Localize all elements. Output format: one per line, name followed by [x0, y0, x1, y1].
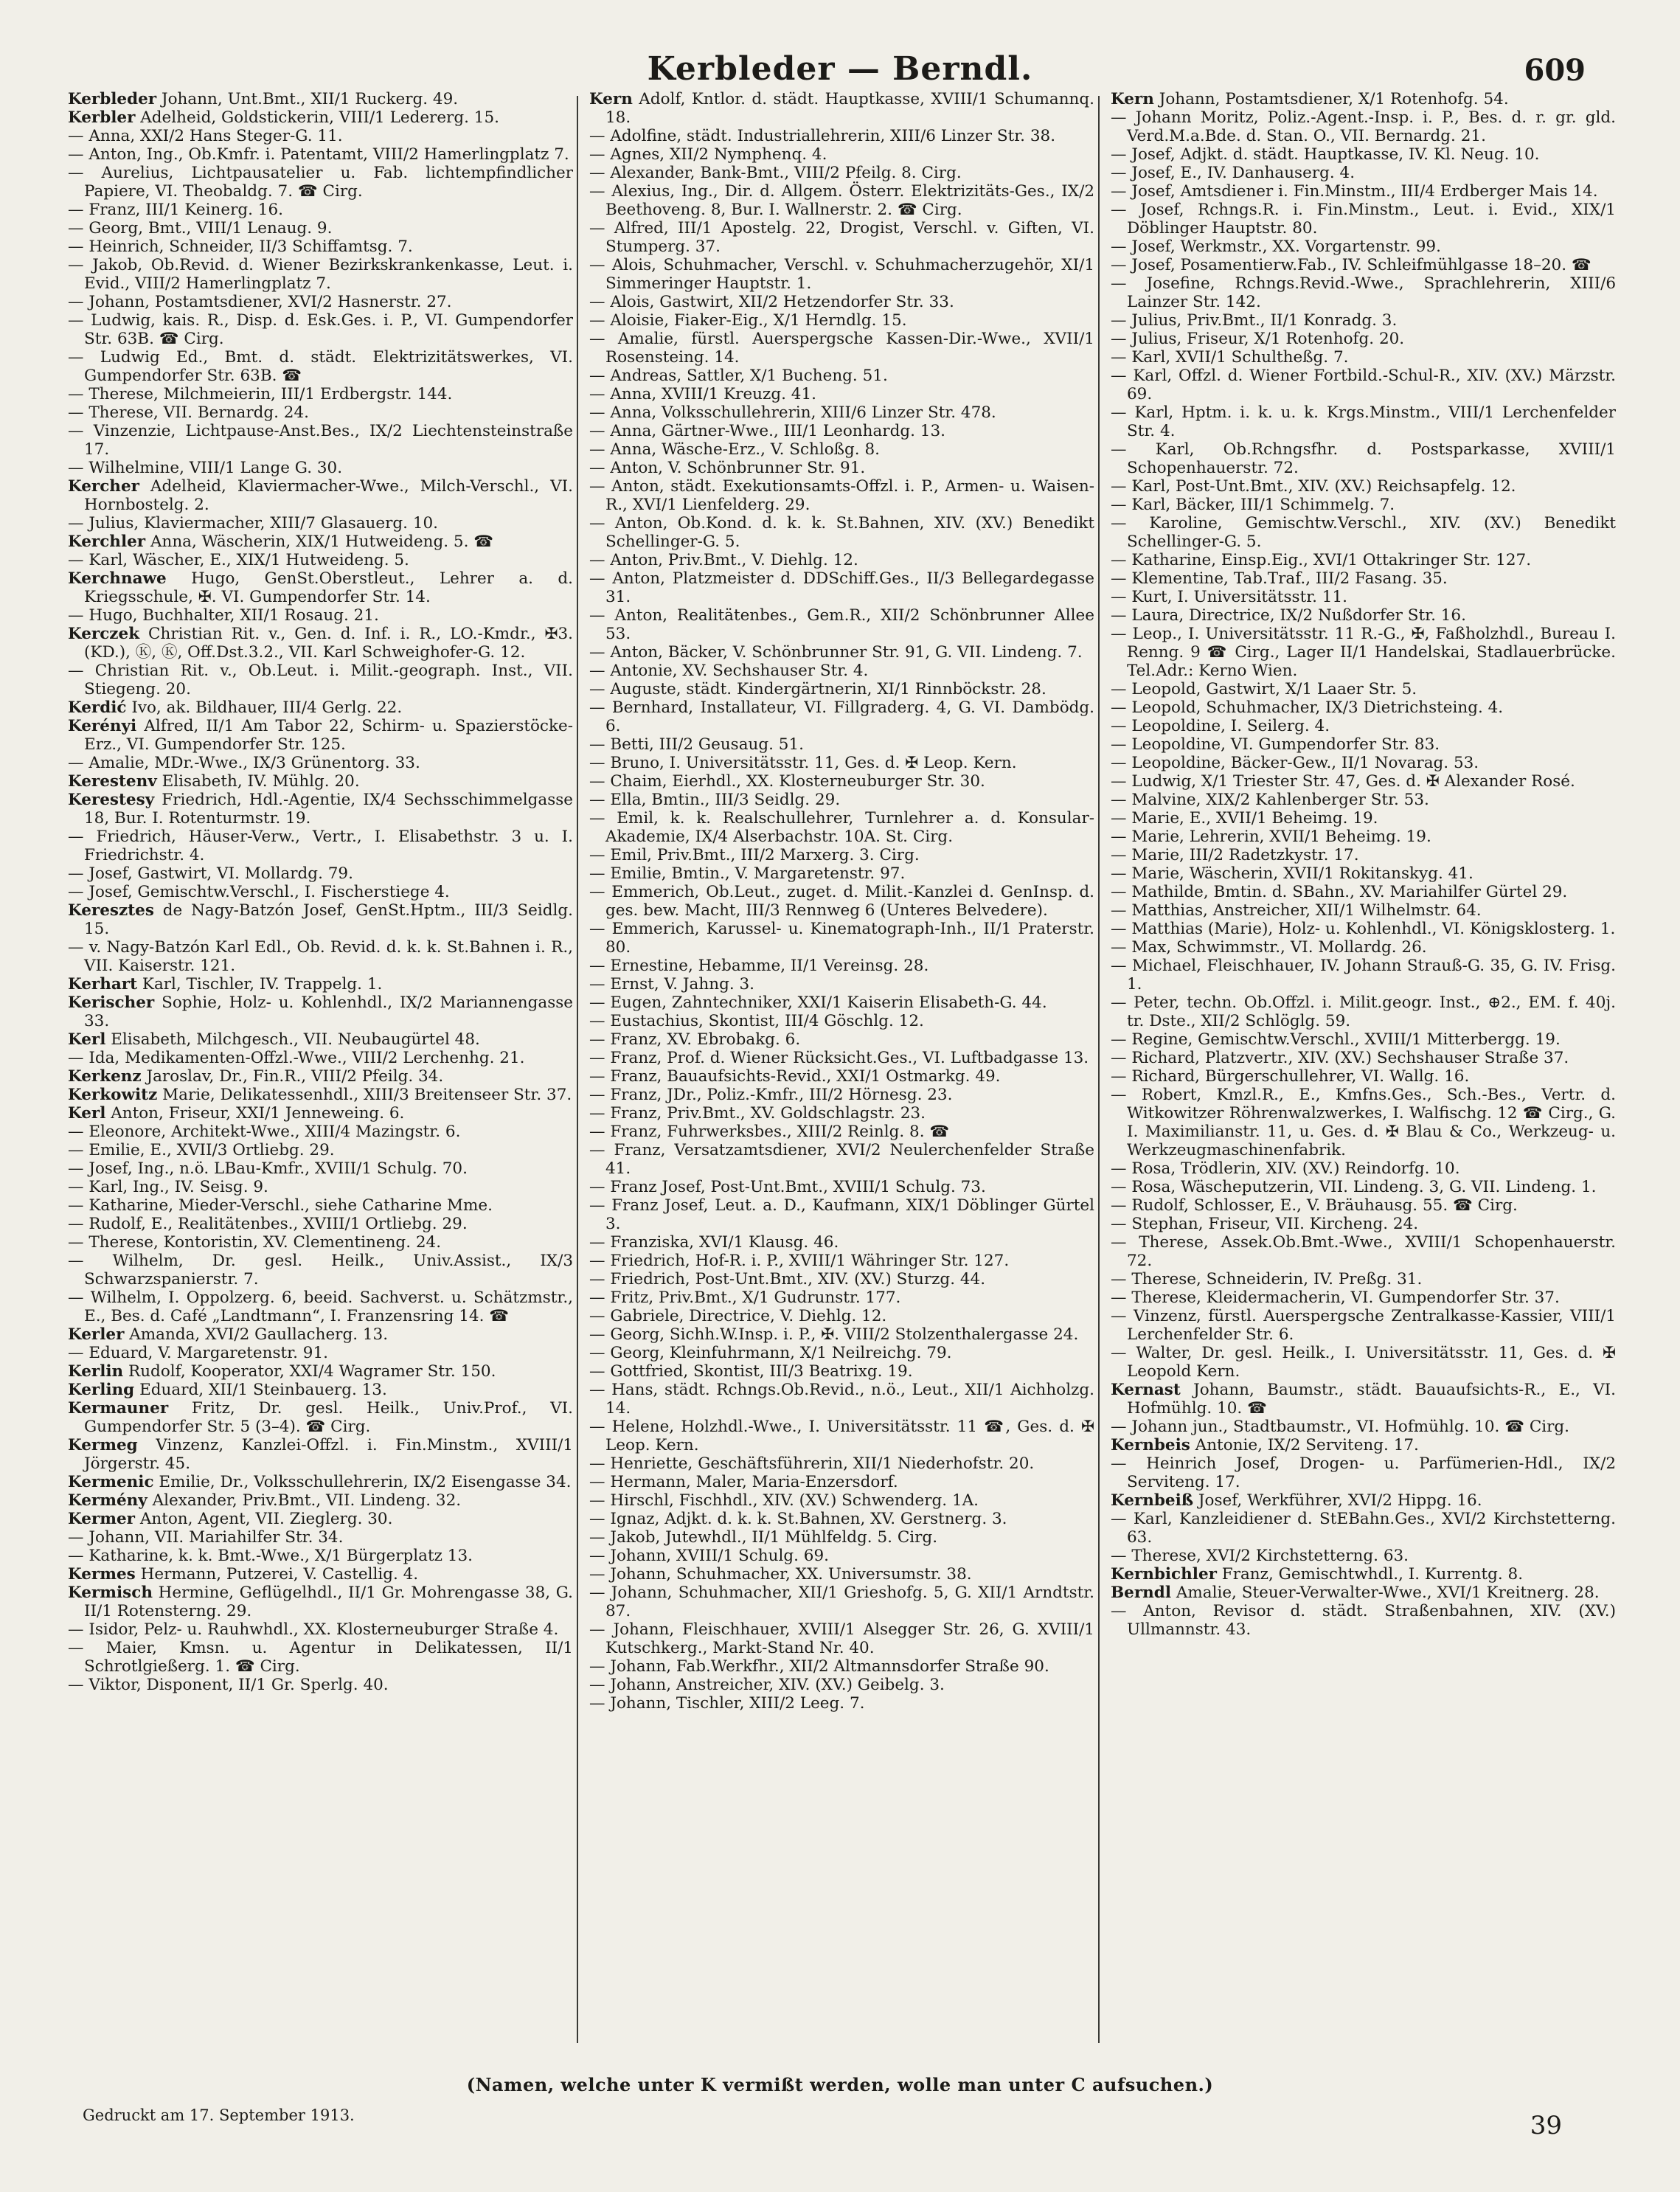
- directory-entry: — Franz, Prof. d. Wiener Rücksicht.Ges., VI. Luftbadgasse 13.: [589, 1049, 1089, 1067]
- directory-entry: Kernast Johann, Baumstr., städt. Bauaufsichts-R., E., VI. Hofmühlg. 10. ☎: [1111, 1381, 1616, 1418]
- directory-entry: — Ignaz, Adjkt. d. k. k. St.Bahnen, XV. Gerstnerg. 3.: [589, 1510, 1007, 1528]
- directory-entry: — Viktor, Disponent, II/1 Gr. Sperlg. 40.: [68, 1676, 389, 1694]
- surname-headword: Kerl: [68, 1030, 106, 1049]
- directory-entry: Kermeg Vinzenz, Kanzlei-Offzl. i. Fin.Minstm., XVIII/1 Jörgerstr. 45.: [68, 1436, 573, 1473]
- directory-entry: — Adolfine, städt. Industriallehrerin, XIII/6 Linzer Str. 38.: [589, 127, 1056, 145]
- directory-entry: — Maier, Kmsn. u. Agentur in Delikatessen, II/1 Schrotlgießerg. 1. ☎ Cirg.: [68, 1639, 573, 1676]
- surname-headword: Kern: [1111, 90, 1154, 108]
- directory-entry: — Auguste, städt. Kindergärtnerin, XI/1 Rinnböckstr. 28.: [589, 680, 1046, 698]
- directory-entry: — Johann, XVIII/1 Schulg. 69.: [589, 1547, 829, 1565]
- directory-entry: — Heinrich Josef, Drogen- u. Parfümerien-Hdl., IX/2 Serviteng. 17.: [1111, 1454, 1616, 1491]
- directory-entry: Kermer Anton, Agent, VII. Zieglerg. 30.: [68, 1510, 393, 1528]
- directory-entry: Kernbichler Franz, Gemischtwhdl., I. Kurrentg. 8.: [1111, 1565, 1524, 1584]
- page-title: Kerbleder — Berndl.: [647, 50, 1033, 88]
- directory-entry: — Josef, Rchngs.R. i. Fin.Minstm., Leut. i. Evid., XIX/1 Döblinger Hauptstr. 80.: [1111, 201, 1616, 237]
- directory-entry: Kerler Amanda, XVI/2 Gaullacherg. 13.: [68, 1325, 389, 1344]
- directory-entry: — Gottfried, Skontist, III/3 Beatrixg. 19.: [589, 1362, 913, 1381]
- directory-entry: — Robert, Kmzl.R., E., Kmfns.Ges., Sch.-Bes., Vertr. d. Witkowitzer Röhrenwalzwerkes, I. Walfischg. 12 ☎ Cirg., G. I. Maximilianstr. 11, u. Ges. d. ✠ Blau & Co., Werkzeug- u. Werkzeugmaschinenfabrik.: [1111, 1086, 1616, 1159]
- directory-entry: Kerestenv Elisabeth, IV. Mühlg. 20.: [68, 772, 360, 791]
- surname-headword: Kerchler: [68, 533, 146, 551]
- directory-entry: — Friedrich, Häuser-Verw., Vertr., I. Elisabethstr. 3 u. I. Friedrichstr. 4.: [68, 828, 573, 864]
- directory-entry: — Franz, XV. Ebrobakg. 6.: [589, 1030, 801, 1049]
- directory-entry: — Josef, E., IV. Danhauserg. 4.: [1111, 164, 1356, 182]
- directory-entry: Kerchler Anna, Wäscherin, XIX/1 Hutweideng. 5. ☎: [68, 533, 494, 551]
- directory-entry: — Emilie, E., XVII/3 Ortliebg. 29.: [68, 1141, 335, 1159]
- surname-headword: Kermes: [68, 1565, 136, 1584]
- directory-entry: — Andreas, Sattler, X/1 Bucheng. 51.: [589, 367, 888, 385]
- directory-entry: — Wilhelm, I. Oppolzerg. 6, beeid. Sachverst. u. Schätzmstr., E., Bes. d. Café „Landtmann“, I. Franzensring 14. ☎: [68, 1289, 573, 1325]
- directory-entry: — Marie, Lehrerin, XVII/1 Beheimg. 19.: [1111, 828, 1431, 846]
- surname-headword: Kernbeiß: [1111, 1491, 1194, 1510]
- surname-headword: Kerényi: [68, 717, 137, 735]
- directory-entry: — Leopold, Gastwirt, X/1 Laaer Str. 5.: [1111, 680, 1417, 698]
- directory-entry: — Friedrich, Hof-R. i. P., XVIII/1 Währinger Str. 127.: [589, 1252, 1010, 1270]
- surname-headword: Kermenic: [68, 1473, 154, 1491]
- directory-entry: — Franz, JDr., Poliz.-Kmfr., III/2 Hörnesg. 23.: [589, 1086, 953, 1104]
- directory-entry: — Karl, Ing., IV. Seisg. 9.: [68, 1178, 268, 1196]
- directory-entry: Kerl Elisabeth, Milchgesch., VII. Neubaugürtel 48.: [68, 1030, 480, 1049]
- directory-entry: Kernbeis Antonie, IX/2 Serviteng. 17.: [1111, 1436, 1419, 1454]
- directory-entry: — Johann, Schuhmacher, XII/1 Grieshofg. 5, G. XII/1 Arndtstr. 87.: [589, 1584, 1094, 1620]
- directory-entry: Kermes Hermann, Putzerei, V. Castellig. 4.: [68, 1565, 419, 1584]
- print-date: Gedruckt am 17. September 1913.: [83, 2106, 355, 2124]
- directory-entry: — Leop., I. Universitätsstr. 11 R.-G., ✠, Faßholzhdl., Bureau I. Renng. 9 ☎ Cirg., Lager II/1 Handelskai, Stadlauerbrücke. Tel.Adr.: Kerno Wien.: [1111, 625, 1616, 680]
- directory-entry: — Karl, XVII/1 Schultheßg. 7.: [1111, 348, 1349, 367]
- directory-entry: — Matthias, Anstreicher, XII/1 Wilhelmstr. 64.: [1111, 901, 1482, 920]
- directory-entry: — Leopoldine, Bäcker-Gew., II/1 Novarag. 53.: [1111, 754, 1479, 772]
- directory-entry: — Johann, Anstreicher, XIV. (XV.) Geibelg. 3.: [589, 1676, 945, 1694]
- directory-entry: — v. Nagy-Batzón Karl Edl., Ob. Revid. d. k. k. St.Bahnen i. R., VII. Kaiserstr. 121.: [68, 938, 573, 975]
- directory-entry: — Jakob, Ob.Revid. d. Wiener Bezirkskrankenkasse, Leut. i. Evid., VIII/2 Hamerlingplatz 7.: [68, 256, 573, 293]
- directory-entry: — Eduard, V. Margaretenstr. 91.: [68, 1344, 328, 1362]
- directory-entry: — Bernhard, Installateur, VI. Fillgraderg. 4, G. VI. Dambödg. 6.: [589, 698, 1094, 735]
- directory-entry: — Mathilde, Bmtin. d. SBahn., XV. Mariahilfer Gürtel 29.: [1111, 883, 1568, 901]
- directory-entry: Kermenic Emilie, Dr., Volksschullehrerin, IX/2 Eisengasse 34.: [68, 1473, 572, 1491]
- directory-entry: — Eugen, Zahntechniker, XXI/1 Kaiserin Elisabeth-G. 44.: [589, 993, 1047, 1012]
- directory-entry: — Johann, Postamtsdiener, XVI/2 Hasnerstr. 27.: [68, 293, 452, 311]
- directory-entry: — Vinzenz, fürstl. Auerspergsche Zentralkasse-Kassier, VIII/1 Lerchenfelder Str. 6.: [1111, 1307, 1616, 1344]
- directory-entry: Kermisch Hermine, Geflügelhdl., II/1 Gr. Mohrengasse 38, G. II/1 Rotensterng. 29.: [68, 1584, 573, 1620]
- sheet-number: 39: [1530, 2111, 1562, 2140]
- directory-entry: — Johann Moritz, Poliz.-Agent.-Insp. i. P., Bes. d. r. gr. gld. Verd.M.a.Bde. d. Stan. O., VII. Bernardg. 21.: [1111, 108, 1616, 145]
- surname-headword: Kerl: [68, 1104, 106, 1123]
- directory-entry: — Max, Schwimmstr., VI. Mollardg. 26.: [1111, 938, 1427, 957]
- directory-entry: — Therese, Assek.Ob.Bmt.-Wwe., XVIII/1 Schopenhauerstr. 72.: [1111, 1233, 1616, 1270]
- directory-entry: — Peter, techn. Ob.Offzl. i. Milit.geogr. Inst., ⊕2., EM. f. 40j. tr. Dste., XII/2 Schlöglg. 59.: [1111, 993, 1616, 1030]
- directory-entry: Kerczek Christian Rit. v., Gen. d. Inf. i. R., LO.-Kmdr., ✠3. (KD.), Ⓚ, Ⓚ, Off.Dst.3.2., VII. Karl Schweighofer-G. 12.: [68, 625, 573, 662]
- directory-entry: — Emil, Priv.Bmt., III/2 Marxerg. 3. Cirg.: [589, 846, 920, 864]
- directory-entry: — Therese, Schneiderin, IV. Preßg. 31.: [1111, 1270, 1423, 1289]
- directory-entry: — Karoline, Gemischtw.Verschl., XIV. (XV.) Benedikt Schellinger-G. 5.: [1111, 514, 1616, 551]
- directory-entry: — Karl, Bäcker, III/1 Schimmelg. 7.: [1111, 496, 1395, 514]
- directory-entry: — Therese, VII. Bernardg. 24.: [68, 403, 309, 422]
- directory-entry: Kerischer Sophie, Holz- u. Kohlenhdl., IX/2 Mariannengasse 33.: [68, 993, 573, 1030]
- surname-headword: Kerler: [68, 1325, 125, 1344]
- directory-entry: — Josef, Posamentierw.Fab., IV. Schleifmühlgasse 18–20. ☎: [1111, 256, 1592, 274]
- directory-entry: — Marie, Wäscherin, XVII/1 Rokitanskyg. 41.: [1111, 864, 1474, 883]
- directory-entry: — Anton, städt. Exekutionsamts-Offzl. i. P., Armen- u. Waisen-R., XVI/1 Lienfelderg. 29.: [589, 477, 1094, 514]
- directory-entry: — Johann, Fab.Werkfhr., XII/2 Altmannsdorfer Straße 90.: [589, 1657, 1049, 1676]
- directory-entry: — Alexander, Bank-Bmt., VIII/2 Pfeilg. 8. Cirg.: [589, 164, 962, 182]
- directory-entry: — Karl, Kanzleidiener d. StEBahn.Ges., XVI/2 Kirchstetterng. 63.: [1111, 1510, 1616, 1547]
- directory-entry: Kerkenz Jaroslav, Dr., Fin.R., VIII/2 Pfeilg. 34.: [68, 1067, 444, 1086]
- directory-entry: — Helene, Holzhdl.-Wwe., I. Universitätsstr. 11 ☎, Ges. d. ✠ Leop. Kern.: [589, 1418, 1094, 1454]
- directory-entry: — Hugo, Buchhalter, XII/1 Rosaug. 21.: [68, 606, 379, 625]
- directory-entry: Kerényi Alfred, II/1 Am Tabor 22, Schirm- u. Spazierstöcke-Erz., VI. Gumpendorfer Str. 125.: [68, 717, 573, 754]
- page-number: 609: [1524, 53, 1586, 88]
- directory-entry: — Ludwig, kais. R., Disp. d. Esk.Ges. i. P., VI. Gumpendorfer Str. 63B. ☎ Cirg.: [68, 311, 573, 348]
- directory-entry: — Julius, Friseur, X/1 Rotenhofg. 20.: [1111, 330, 1405, 348]
- directory-entry: Kernbeiß Josef, Werkführer, XVI/2 Hippg. 16.: [1111, 1491, 1482, 1510]
- directory-entry: — Vinzenzie, Lichtpause-Anst.Bes., IX/2 Liechtensteinstraße 17.: [68, 422, 573, 459]
- directory-entry: Kerlin Rudolf, Kooperator, XXI/4 Wagramer Str. 150.: [68, 1362, 496, 1381]
- directory-entry: — Franz, III/1 Keinerg. 16.: [68, 201, 283, 219]
- directory-entry: — Franziska, XVI/1 Klausg. 46.: [589, 1233, 839, 1252]
- directory-entry: Kercher Adelheid, Klaviermacher-Wwe., Milch-Verschl., VI. Hornbostelg. 2.: [68, 477, 573, 514]
- directory-entry: — Rosa, Wäscheputzerin, VII. Lindeng. 3, G. VII. Lindeng. 1.: [1111, 1178, 1597, 1196]
- directory-entry: Kern Johann, Postamtsdiener, X/1 Rotenhofg. 54.: [1111, 90, 1509, 108]
- directory-entry: — Laura, Directrice, IX/2 Nußdorfer Str. 16.: [1111, 606, 1466, 625]
- directory-entry: — Emmerich, Karussel- u. Kinematograph-Inh., II/1 Praterstr. 80.: [589, 920, 1094, 957]
- directory-entry: — Alois, Gastwirt, XII/2 Hetzendorfer Str. 33.: [589, 293, 954, 311]
- directory-entry: — Katharine, Mieder-Verschl., siehe Catharine Mme.: [68, 1196, 493, 1215]
- directory-entry: — Therese, Kontoristin, XV. Clementineng. 24.: [68, 1233, 442, 1252]
- directory-entry: — Rudolf, E., Realitätenbes., XVIII/1 Ortliebg. 29.: [68, 1215, 468, 1233]
- surname-headword: Kerlin: [68, 1362, 124, 1381]
- column-3: [1111, 90, 1616, 2052]
- directory-entry: — Ella, Bmtin., III/3 Seidlg. 29.: [589, 791, 841, 809]
- directory-entry: — Isidor, Pelz- u. Rauhwhdl., XX. Klosterneuburger Straße 4.: [68, 1620, 559, 1639]
- directory-entry: — Josef, Werkmstr., XX. Vorgartenstr. 99.: [1111, 237, 1441, 256]
- directory-entry: — Antonie, XV. Sechshauser Str. 4.: [589, 662, 869, 680]
- directory-entry: — Anna, XVIII/1 Kreuzg. 41.: [589, 385, 816, 403]
- directory-entry: — Gabriele, Directrice, V. Diehlg. 12.: [589, 1307, 887, 1325]
- directory-entry: — Regine, Gemischtw.Verschl., XVIII/1 Mitterbergg. 19.: [1111, 1030, 1561, 1049]
- surname-headword: Kern: [589, 90, 633, 108]
- column-1: [68, 90, 573, 2052]
- surname-headword: Kermény: [68, 1491, 147, 1510]
- directory-entry: — Hans, städt. Rchngs.Ob.Revid., n.ö., Leut., XII/1 Aichholzg. 14.: [589, 1381, 1094, 1418]
- directory-entry: — Hermann, Maler, Maria-Enzersdorf.: [589, 1473, 898, 1491]
- surname-headword: Kerkowitz: [68, 1086, 158, 1104]
- directory-entry: — Julius, Priv.Bmt., II/1 Konradg. 3.: [1111, 311, 1398, 330]
- surname-headword: Kerchnawe: [68, 569, 167, 588]
- directory-entry: Kern Adolf, Kntlor. d. städt. Hauptkasse, XVIII/1 Schumannq. 18.: [589, 90, 1094, 127]
- footer-note: (Namen, welche unter K vermißt werden, wolle man unter C aufsuchen.): [466, 2074, 1214, 2095]
- directory-entry: — Wilhelmine, VIII/1 Lange G. 30.: [68, 459, 343, 477]
- directory-entry: — Josefine, Rchngs.Revid.-Wwe., Sprachlehrerin, XIII/6 Lainzer Str. 142.: [1111, 274, 1616, 311]
- directory-entry: — Malvine, XIX/2 Kahlenberger Str. 53.: [1111, 791, 1429, 809]
- directory-entry: — Kurt, I. Universitätsstr. 11.: [1111, 588, 1347, 606]
- directory-entry: — Johann, VII. Mariahilfer Str. 34.: [68, 1528, 344, 1547]
- surname-headword: Kerestesy: [68, 791, 155, 809]
- directory-entry: — Ernestine, Hebamme, II/1 Vereinsg. 28.: [589, 957, 929, 975]
- surname-headword: Kerbler: [68, 108, 136, 127]
- directory-entry: — Georg, Sichh.W.Insp. i. P., ✠. VIII/2 Stolzenthalergasse 24.: [589, 1325, 1079, 1344]
- directory-columns: [68, 90, 1617, 2052]
- directory-entry: — Alfred, III/1 Apostelg. 22, Drogist, Verschl. v. Giften, VI. Stumperg. 37.: [589, 219, 1094, 256]
- directory-entry: — Karl, Ob.Rchngsfhr. d. Postsparkasse, XVIII/1 Schopenhauerstr. 72.: [1111, 440, 1616, 477]
- directory-entry: — Matthias (Marie), Holz- u. Kohlenhdl., VI. Königsklosterg. 1.: [1111, 920, 1616, 938]
- surname-headword: Kerischer: [68, 993, 155, 1012]
- column-2: [589, 90, 1094, 2052]
- directory-entry: Kerbler Adelheid, Goldstickerin, VIII/1 Ledererg. 15.: [68, 108, 499, 127]
- directory-entry: — Leopoldine, VI. Gumpendorfer Str. 83.: [1111, 735, 1440, 754]
- directory-entry: — Therese, Kleidermacherin, VI. Gumpendorfer Str. 37.: [1111, 1289, 1560, 1307]
- directory-entry: — Josef, Adjkt. d. städt. Hauptkasse, IV. Kl. Neug. 10.: [1111, 145, 1540, 164]
- directory-entry: — Eleonore, Architekt-Wwe., XIII/4 Mazingstr. 6.: [68, 1123, 461, 1141]
- directory-entry: — Amalie, fürstl. Auerspergsche Kassen-Dir.-Wwe., XVII/1 Rosensteing. 14.: [589, 330, 1094, 367]
- directory-entry: — Bruno, I. Universitätsstr. 11, Ges. d. ✠ Leop. Kern.: [589, 754, 1017, 772]
- directory-entry: — Alois, Schuhmacher, Verschl. v. Schuhmacherzugehör, XI/1 Simmeringer Hauptstr. 1.: [589, 256, 1094, 293]
- directory-entry: Kerling Eduard, XII/1 Steinbauerg. 13.: [68, 1381, 387, 1399]
- directory-entry: — Marie, E., XVII/1 Beheimg. 19.: [1111, 809, 1378, 828]
- directory-entry: — Jakob, Jutewhdl., II/1 Mühlfeldg. 5. Cirg.: [589, 1528, 938, 1547]
- directory-entry: — Anton, Ob.Kond. d. k. k. St.Bahnen, XIV. (XV.) Benedikt Schellinger-G. 5.: [589, 514, 1094, 551]
- directory-entry: — Karl, Post-Unt.Bmt., XIV. (XV.) Reichsapfelg. 12.: [1111, 477, 1516, 496]
- directory-entry: — Betti, III/2 Geusaug. 51.: [589, 735, 804, 754]
- directory-entry: — Georg, Bmt., VIII/1 Lenaug. 9.: [68, 219, 333, 237]
- directory-entry: — Wilhelm, Dr. gesl. Heilk., Univ.Assist., IX/3 Schwarzspanierstr. 7.: [68, 1252, 573, 1289]
- directory-entry: — Friedrich, Post-Unt.Bmt., XIV. (XV.) Sturzg. 44.: [589, 1270, 986, 1289]
- directory-entry: Kerchnawe Hugo, GenSt.Oberstleut., Lehrer a. d. Kriegsschule, ✠. VI. Gumpendorfer Str. 14.: [68, 569, 573, 606]
- directory-entry: — Johann, Fleischhauer, XVIII/1 Alsegger Str. 26, G. XVIII/1 Kutschkerg., Markt-Stand Nr. 40.: [589, 1620, 1094, 1657]
- directory-entry: — Heinrich, Schneider, II/3 Schiffamtsg. 7.: [68, 237, 413, 256]
- directory-entry: — Rosa, Trödlerin, XIV. (XV.) Reindorfg. 10.: [1111, 1159, 1460, 1178]
- directory-entry: — Anna, Volksschullehrerin, XIII/6 Linzer Str. 478.: [589, 403, 996, 422]
- directory-entry: — Rudolf, Schlosser, E., V. Bräuhausg. 55. ☎ Cirg.: [1111, 1196, 1518, 1215]
- directory-entry: Kermauner Fritz, Dr. gesl. Heilk., Univ.Prof., VI. Gumpendorfer Str. 5 (3–4). ☎ Cirg.: [68, 1399, 573, 1436]
- directory-entry: — Stephan, Friseur, VII. Kircheng. 24.: [1111, 1215, 1419, 1233]
- directory-entry: — Johann jun., Stadtbaumstr., VI. Hofmühlg. 10. ☎ Cirg.: [1111, 1418, 1570, 1436]
- directory-entry: — Katharine, Einsp.Eig., XVI/1 Ottakringer Str. 127.: [1111, 551, 1532, 569]
- surname-headword: Kerbleder: [68, 90, 157, 108]
- directory-entry: — Chaim, Eierhdl., XX. Klosterneuburger Str. 30.: [589, 772, 985, 791]
- directory-entry: — Walter, Dr. gesl. Heilk., I. Universitätsstr. 11, Ges. d. ✠ Leopold Kern.: [1111, 1344, 1616, 1381]
- surname-headword: Kerestenv: [68, 772, 157, 791]
- directory-entry: Keresztes de Nagy-Batzón Josef, GenSt.Hptm., III/3 Seidlg. 15.: [68, 901, 573, 938]
- surname-headword: Kermauner: [68, 1399, 169, 1418]
- surname-headword: Kernbichler: [1111, 1565, 1217, 1584]
- surname-headword: Kerkenz: [68, 1067, 142, 1086]
- directory-entry: — Anton, Realitätenbes., Gem.R., XII/2 Schönbrunner Allee 53.: [589, 606, 1094, 643]
- directory-entry: — Therese, XVI/2 Kirchstetterng. 63.: [1111, 1547, 1409, 1565]
- directory-entry: — Emilie, Bmtin., V. Margaretenstr. 97.: [589, 864, 906, 883]
- directory-entry: — Hirschl, Fischhdl., XIV. (XV.) Schwenderg. 1A.: [589, 1491, 979, 1510]
- directory-entry: — Johann, Tischler, XIII/2 Leeg. 7.: [589, 1694, 865, 1713]
- directory-entry: — Anton, Bäcker, V. Schönbrunner Str. 91, G. VII. Lindeng. 7.: [589, 643, 1083, 662]
- directory-entry: Berndl Amalie, Steuer-Verwalter-Wwe., XVI/1 Kreitnerg. 28.: [1111, 1584, 1600, 1602]
- surname-headword: Kerling: [68, 1381, 135, 1399]
- directory-entry: — Emmerich, Ob.Leut., zuget. d. Milit.-Kanzlei d. GenInsp. d. ges. bew. Macht, III/3 Rennweg 6 (Unteres Belvedere).: [589, 883, 1094, 920]
- directory-entry: — Franz, Fuhrwerksbes., XIII/2 Reinlg. 8. ☎: [589, 1123, 950, 1141]
- directory-entry: Kermény Alexander, Priv.Bmt., VII. Lindeng. 32.: [68, 1491, 462, 1510]
- surname-headword: Keresztes: [68, 901, 154, 920]
- directory-entry: — Franz Josef, Leut. a. D., Kaufmann, XIX/1 Döblinger Gürtel 3.: [589, 1196, 1094, 1233]
- surname-headword: Kermer: [68, 1510, 135, 1528]
- directory-entry: — Henriette, Geschäftsführerin, XII/1 Niederhofstr. 20.: [589, 1454, 1035, 1473]
- directory-entry: — Julius, Klaviermacher, XIII/7 Glasauerg. 10.: [68, 514, 439, 533]
- directory-entry: — Therese, Milchmeierin, III/1 Erdbergstr. 144.: [68, 385, 453, 403]
- directory-entry: — Leopoldine, I. Seilerg. 4.: [1111, 717, 1330, 735]
- directory-entry: — Amalie, MDr.-Wwe., IX/3 Grünentorg. 33.: [68, 754, 420, 772]
- directory-entry: — Ida, Medikamenten-Offzl.-Wwe., VIII/2 Lerchenhg. 21.: [68, 1049, 525, 1067]
- surname-headword: Kermeg: [68, 1436, 138, 1454]
- directory-entry: — Josef, Gastwirt, VI. Mollardg. 79.: [68, 864, 353, 883]
- directory-entry: — Franz, Versatzamtsdiener, XVI/2 Neulerchenfelder Straße 41.: [589, 1141, 1094, 1178]
- directory-entry: — Franz, Priv.Bmt., XV. Goldschlagstr. 23.: [589, 1104, 926, 1123]
- directory-entry: Kerbleder Johann, Unt.Bmt., XII/1 Ruckerg. 49.: [68, 90, 459, 108]
- directory-entry: — Christian Rit. v., Ob.Leut. i. Milit.-geograph. Inst., VII. Stiegeng. 20.: [68, 662, 573, 698]
- directory-entry: — Klementine, Tab.Traf., III/2 Fasang. 35.: [1111, 569, 1448, 588]
- directory-entry: — Richard, Platzvertr., XIV. (XV.) Sechshauser Straße 37.: [1111, 1049, 1569, 1067]
- surname-headword: Kerczek: [68, 625, 140, 643]
- directory-entry: — Karl, Wäscher, E., XIX/1 Hutweideng. 5.: [68, 551, 409, 569]
- directory-entry: — Aloisie, Fiaker-Eig., X/1 Herndlg. 15.: [589, 311, 907, 330]
- directory-entry: — Richard, Bürgerschullehrer, VI. Wallg. 16.: [1111, 1067, 1470, 1086]
- directory-entry: — Katharine, k. k. Bmt.-Wwe., X/1 Bürgerplatz 13.: [68, 1547, 473, 1565]
- directory-entry: — Ludwig Ed., Bmt. d. städt. Elektrizitätswerkes, VI. Gumpendorfer Str. 63B. ☎: [68, 348, 573, 385]
- directory-entry: — Josef, Gemischtw.Verschl., I. Fischerstiege 4.: [68, 883, 450, 901]
- directory-entry: — Franz Josef, Post-Unt.Bmt., XVIII/1 Schulg. 73.: [589, 1178, 986, 1196]
- directory-entry: — Ludwig, X/1 Triester Str. 47, Ges. d. ✠ Alexander Rosé.: [1111, 772, 1575, 791]
- directory-entry: — Josef, Ing., n.ö. LBau-Kmfr., XVIII/1 Schulg. 70.: [68, 1159, 468, 1178]
- surname-headword: Kernbeis: [1111, 1436, 1190, 1454]
- directory-entry: — Anton, Ing., Ob.Kmfr. i. Patentamt, VIII/2 Hamerlingplatz 7.: [68, 145, 569, 164]
- surname-headword: Kernast: [1111, 1381, 1181, 1399]
- directory-entry: — Josef, Amtsdiener i. Fin.Minstm., III/4 Erdberger Mais 14.: [1111, 182, 1598, 201]
- directory-entry: — Ernst, V. Jahng. 3.: [589, 975, 755, 993]
- directory-entry: — Anton, Priv.Bmt., V. Diehlg. 12.: [589, 551, 858, 569]
- surname-headword: Kerdić: [68, 698, 127, 717]
- directory-entry: Kerestesy Friedrich, Hdl.-Agentie, IX/4 Sechsschimmelgasse 18, Bur. I. Rotenturmstr. 19.: [68, 791, 573, 828]
- directory-entry: — Franz, Bauaufsichts-Revid., XXI/1 Ostmarkg. 49.: [589, 1067, 1001, 1086]
- page-header: [0, 44, 1680, 96]
- directory-entry: — Anton, Platzmeister d. DDSchiff.Ges., II/3 Bellegardegasse 31.: [589, 569, 1094, 606]
- directory-entry: — Karl, Hptm. i. k. u. k. Krgs.Minstm., VIII/1 Lerchenfelder Str. 4.: [1111, 403, 1616, 440]
- surname-headword: Kermisch: [68, 1584, 153, 1602]
- directory-entry: — Anna, Gärtner-Wwe., III/1 Leonhardg. 13.: [589, 422, 945, 440]
- directory-entry: — Anna, Wäsche-Erz., V. Schloßg. 8.: [589, 440, 880, 459]
- directory-entry: — Marie, III/2 Radetzkystr. 17.: [1111, 846, 1359, 864]
- directory-entry: — Aurelius, Lichtpausatelier u. Fab. lichtempfindlicher Papiere, VI. Theobaldg. 7. ☎ Cirg.: [68, 164, 573, 201]
- directory-entry: — Emil, k. k. Realschullehrer, Turnlehrer a. d. Konsular-Akademie, IX/4 Alserbachstr. 10A. St. Cirg.: [589, 809, 1094, 846]
- directory-entry: — Anna, XXI/2 Hans Steger-G. 11.: [68, 127, 343, 145]
- directory-entry: — Karl, Offzl. d. Wiener Fortbild.-Schul-R., XIV. (XV.) Märzstr. 69.: [1111, 367, 1616, 403]
- directory-entry: Kerdić Ivo, ak. Bildhauer, III/4 Gerlg. 22.: [68, 698, 403, 717]
- directory-entry: — Leopold, Schuhmacher, IX/3 Dietrichsteing. 4.: [1111, 698, 1504, 717]
- directory-entry: Kerhart Karl, Tischler, IV. Trappelg. 1.: [68, 975, 383, 993]
- directory-entry: — Anton, Revisor d. städt. Straßenbahnen, XIV. (XV.) Ullmannstr. 43.: [1111, 1602, 1616, 1639]
- directory-entry: Kerkowitz Marie, Delikatessenhdl., XIII/3 Breitenseer Str. 37.: [68, 1086, 572, 1104]
- directory-entry: — Agnes, XII/2 Nymphenq. 4.: [589, 145, 827, 164]
- surname-headword: Kerhart: [68, 975, 138, 993]
- surname-headword: Kercher: [68, 477, 139, 496]
- directory-entry: — Michael, Fleischhauer, IV. Johann Strauß-G. 35, G. IV. Frisg. 1.: [1111, 957, 1616, 993]
- surname-headword: Berndl: [1111, 1584, 1172, 1602]
- directory-entry: — Eustachius, Skontist, III/4 Göschlg. 12.: [589, 1012, 924, 1030]
- directory-entry: — Georg, Kleinfuhrmann, X/1 Neilreichg. 79.: [589, 1344, 952, 1362]
- directory-entry: — Alexius, Ing., Dir. d. Allgem. Österr. Elektrizitäts-Ges., IX/2 Beethoveng. 8, Bur. I. Wallnerstr. 2. ☎ Cirg.: [589, 182, 1094, 219]
- directory-entry: — Anton, V. Schönbrunner Str. 91.: [589, 459, 866, 477]
- directory-entry: — Fritz, Priv.Bmt., X/1 Gudrunstr. 177.: [589, 1289, 901, 1307]
- directory-entry: Kerl Anton, Friseur, XXI/1 Jenneweing. 6.: [68, 1104, 405, 1123]
- directory-entry: — Johann, Schuhmacher, XX. Universumstr. 38.: [589, 1565, 972, 1584]
